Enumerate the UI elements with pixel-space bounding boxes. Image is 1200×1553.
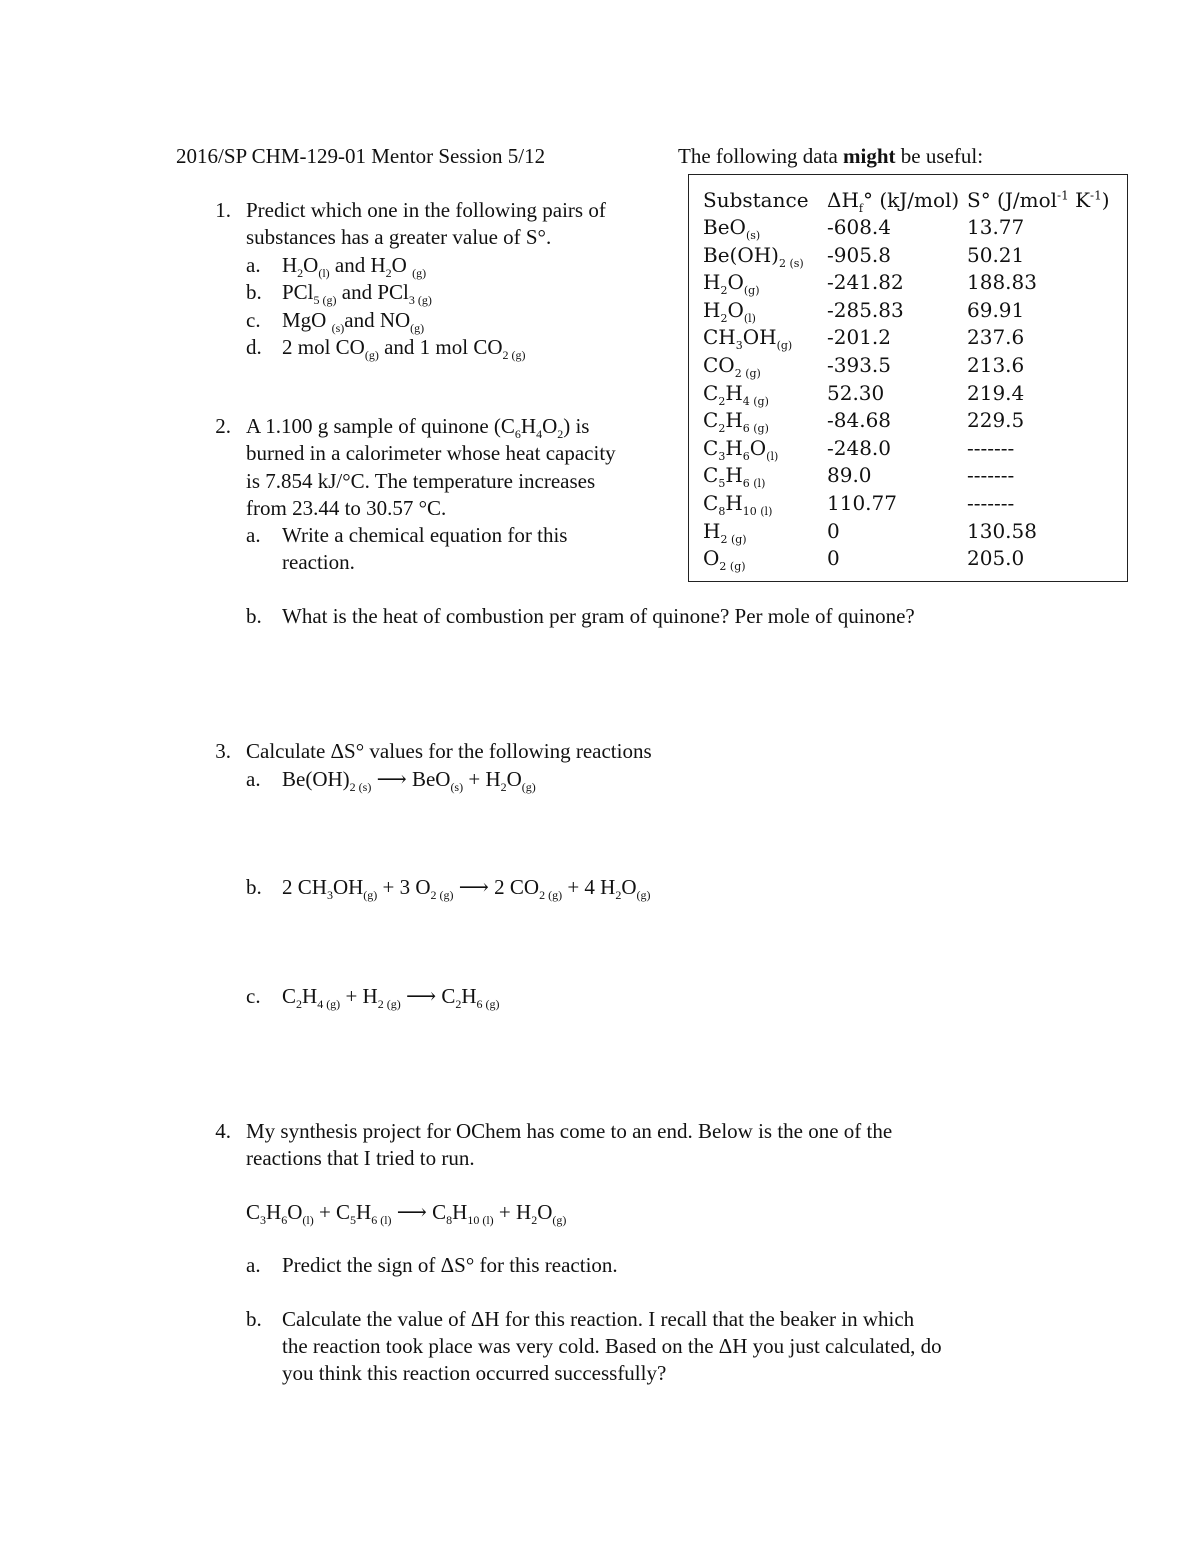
q3-reaction-a: a. $Be(OH)_{2 (s)}$ ⟶ $BeO_{(s)} + H_2O_{(g)}$ [246,767,536,795]
q3-reaction-b: b. 2 $CH_3OH_{(g)} + 3$ $O_{2 (g)}$ ⟶ 2 $CO_{2 (g)} + 4$ $H_2O_{(g)}$ [246,875,651,903]
q2-part-a: a. Write a chemical equation for this [246,523,568,547]
entropy-cell: 229.5 [967,408,1025,433]
substance-cell: $C_3H_6O_{(l)}$ [703,435,779,463]
entropy-cell: 188.83 [967,270,1037,295]
q1-option-b: b. PCl$_{5 (g)}$ and PCl$_{3 (g)}$ [246,280,432,308]
entropy-cell: 50.21 [967,242,1025,267]
substance-cell: $H_2O_{(g)}$ [703,270,760,298]
entropy-cell: 237.6 [967,325,1025,350]
entropy-cell: 213.6 [967,353,1025,377]
arrow-icon: ⟶ [405,984,437,1008]
enthalpy-cell: -201.2 [827,325,892,350]
q1-option-d: d. 2 mol $CO_{(g)}$ and 1 mol $CO_{2 (g)}$ [246,335,526,363]
q1-option-a: a. $H_2O_{(l)}$ and $H_2O$ $_{(g)}$ [246,253,427,281]
substance-cell: $H_{2 (g)}$ [703,518,747,546]
q3-reaction-c: c. $C_2H_{4 (g)} + H_{2 (g)}$ ⟶ $C_2H_{6 (g)}$ [246,984,500,1012]
substance-cell: $C_8H_{10 (l)}$ [703,491,773,518]
entropy-cell: ------- [967,491,1015,515]
substance-cell: $C_5H_{6 (l)}$ [703,463,766,491]
enthalpy-cell: 0 [827,518,840,543]
data-note: The following data might be useful: [678,144,984,168]
entropy-cell: 69.91 [967,297,1025,322]
enthalpy-cell: -905.8 [827,242,892,267]
entropy-cell: 219.4 [967,380,1025,405]
q2-part-a-line2: reaction. [282,550,355,574]
enthalpy-cell: -393.5 [827,353,892,377]
arrow-icon: ⟶ [458,875,489,899]
q1-option-c: c. MgO $_{(s)}$and $NO_{(g)}$ [246,308,425,336]
question-1 [176,197,231,224]
q4-line2: reactions that I tried to run. [246,1146,475,1170]
thermo-data-table [688,174,1128,582]
arrow-icon: ⟶ [376,767,407,791]
enthalpy-cell: -241.82 [827,270,904,295]
enthalpy-cell: -608.4 [827,215,892,239]
entropy-cell: 130.58 [967,518,1037,543]
substance-cell: BeO$_{(s)}$ [703,215,761,242]
q4-part-b-line3: you think this reaction occurred successfully? [282,1361,667,1385]
question-number: 1. [215,198,231,222]
q4-part-a: a. Predict the sign of ΔS° for this reaction. [246,1253,618,1277]
enthalpy-cell: 110.77 [827,491,897,515]
question-4-number: 4. [215,1119,231,1143]
q2-part-b: b. What is the heat of combustion per gram of quinone? Per mole of quinone? [246,604,915,628]
enthalpy-cell: -285.83 [827,297,904,322]
enthalpy-cell: -248.0 [827,435,892,460]
session-title: 2016/SP CHM-129-01 Mentor Session 5/12 [176,144,546,168]
q4-line1: My synthesis project for OChem has come to an end. Below is the one of the [246,1119,893,1143]
substance-cell: $C_2H_{4 (g)}$ [703,380,769,408]
q3-title: Calculate ΔS° values for the following reactions [246,739,652,763]
q2-line3: is 7.854 kJ/°C. The temperature increases [246,469,596,493]
header-substance: Substance [703,188,809,212]
enthalpy-cell: 52.30 [827,380,885,405]
substance-cell: $H_2O_{(l)}$ [703,297,756,325]
enthalpy-cell: 0 [827,546,840,571]
entropy-cell: 205.0 [967,546,1025,571]
q4-part-b: b. Calculate the value of ΔH for this reaction. I recall that the beaker in which [246,1307,915,1331]
entropy-cell: 13.77 [967,215,1025,239]
substance-cell: $CO_{2 (g)}$ [703,353,761,380]
q4-equation: $C_3H_6O_{(l)} + C_5H_{6 (l)}$ ⟶ $C_8H_{10 (l)} + H_2O_{(g)}$ [246,1200,567,1228]
question-2-number: 2. [215,414,231,438]
arrow-icon: ⟶ [396,1200,427,1224]
entropy-cell: ------- [967,435,1015,460]
q2-line1: A 1.100 g sample of quinone $(C_6H_4O_2)$ is [246,414,590,442]
substance-cell: $Be(OH)_{2 (s)}$ [703,242,804,270]
header-entropy: S° (J/mol$^{-1}$ $K^{-1}$) [967,188,1110,212]
q1-line1: Predict which one in the following pairs of [246,198,606,222]
enthalpy-cell: 89.0 [827,463,872,488]
enthalpy-cell: -84.68 [827,408,892,433]
q1-line2: substances has a greater value of S°. [246,225,552,249]
data-note-emphasis: might [843,144,896,168]
q2-line2: burned in a calorimeter whose heat capacity [246,441,616,465]
q2-line4: from 23.44 to 30.57 °C. [246,496,447,520]
entropy-cell: ------- [967,463,1015,488]
header-enthalpy: $\Delta H_f^\circ$ (kJ/mol) [827,188,960,215]
substance-cell: $C_2H_{6 (g)}$ [703,408,769,436]
question-3-number: 3. [215,739,231,763]
substance-cell: $O_{2 (g)}$ [703,546,746,574]
q4-part-b-line2: the reaction took place was very cold. Based on the ΔH you just calculated, do [282,1334,942,1358]
substance-cell: $CH_3OH_{(g)}$ [703,325,793,353]
